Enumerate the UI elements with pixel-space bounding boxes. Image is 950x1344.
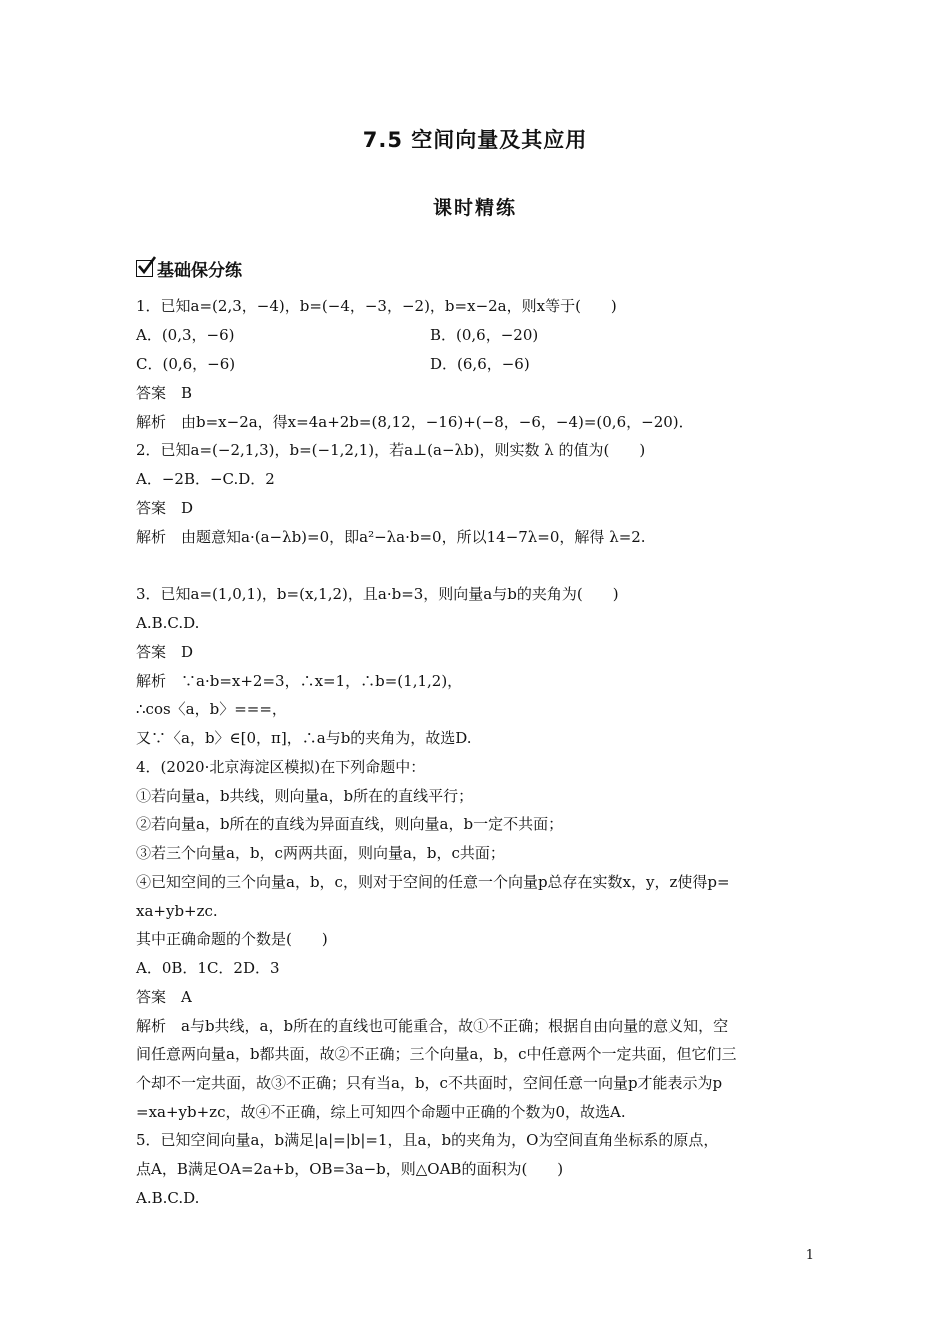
q2-stem: 2．已知a=(−2,1,3)，b=(−1,2,1)，若a⊥(a−λb)，则实数 λ 的值为( ) (136, 441, 646, 459)
q1-option-a: A．(0,3，−6) (136, 326, 235, 344)
q4-prop-2: ②若向量a，b所在的直线为异面直线，则向量a，b一定不共面； (136, 815, 564, 833)
page-number: 1 (805, 1248, 814, 1263)
q5-stem-cont: 点A，B满足OA=2a+b，OB=3a−b，则△OAB的面积为( ) (136, 1160, 564, 1178)
q3-stem: 3．已知a=(1,0,1)，b=(x,1,2)，且a·b=3，则向量a与b的夹角为( ) (136, 585, 619, 603)
q5-stem: 5．已知空间向量a，b满足|a|=|b|=1，且a，b的夹角为，O为空间直角坐标系的原点， (136, 1131, 719, 1149)
q4-solution: 解析 a与b共线，a，b所在的直线也可能重合，故①不正确；根据自由向量的意义知，空 (136, 1017, 729, 1035)
q3-solution-line2: ∴cos〈a，b〉===， (136, 700, 287, 718)
q3-options: A.B.C.D. (136, 614, 200, 632)
q5-options: A.B.C.D. (136, 1189, 200, 1207)
q1-option-d: D．(6,6，−6) (430, 355, 530, 373)
q1-stem: 1．已知a=(2,3，−4)，b=(−4，−3，−2)，b=x−2a，则x等于( ) (136, 297, 617, 315)
q4-prop-4-cont: xa+yb+zc. (136, 902, 218, 920)
q1-solution: 解析 由b=x−2a，得x=4a+2b=(8,12，−16)+(−8，−6，−4)=(0,6，−20)． (136, 413, 694, 431)
q4-solution-line4: =xa+yb+zc，故④不正确，综上可知四个命题中正确的个数为0，故选A. (136, 1103, 626, 1121)
q3-solution-line3: 又∵〈a，b〉∈[0，π]，∴a与b的夹角为，故选D. (136, 729, 472, 747)
q4-answer: 答案 A (136, 988, 192, 1006)
q1-option-b: B．(0,6，−20) (430, 326, 539, 344)
q4-prop-1: ①若向量a，b共线，则向量a，b所在的直线平行； (136, 787, 474, 805)
q4-prop-4: ④已知空间的三个向量a，b，c，则对于空间的任意一个向量p总存在实数x，y，z使得p= (136, 873, 730, 891)
q2-solution: 解析 由题意知a·(a−λb)=0，即a²−λa·b=0，所以14−7λ=0，解得 λ=2. (136, 528, 646, 546)
section-heading (136, 256, 242, 280)
q3-answer: 答案 D (136, 643, 194, 661)
q1-option-c: C．(0,6，−6) (136, 355, 236, 373)
section-label: 基础保分练 (157, 260, 242, 281)
q2-options: A．−2B．−C.D．2 (136, 470, 275, 488)
q4-prop-3: ③若三个向量a，b，c两两共面，则向量a，b，c共面； (136, 844, 505, 862)
q4-question: 其中正确命题的个数是( ) (136, 930, 328, 948)
q4-solution-line2: 间任意两向量a，b都共面，故②不正确；三个向量a，b，c中任意两个一定共面，但它们三 (136, 1045, 737, 1063)
checkbox-checked-icon (136, 260, 153, 277)
page-title: 7.5 空间向量及其应用 (362, 128, 588, 152)
q3-solution: 解析 ∵a·b=x+2=3，∴x=1，∴b=(1,1,2)， (136, 672, 463, 690)
q4-options: A．0B．1C．2D．3 (136, 959, 280, 977)
page-subtitle: 课时精练 (432, 197, 517, 219)
q4-stem: 4．(2020·北京海淀区模拟)在下列命题中： (136, 758, 426, 776)
q4-solution-line3: 个却不一定共面，故③不正确；只有当a，b，c不共面时，空间任意一向量p才能表示为p (136, 1074, 723, 1092)
q2-answer: 答案 D (136, 499, 194, 517)
q1-answer: 答案 B (136, 384, 193, 402)
